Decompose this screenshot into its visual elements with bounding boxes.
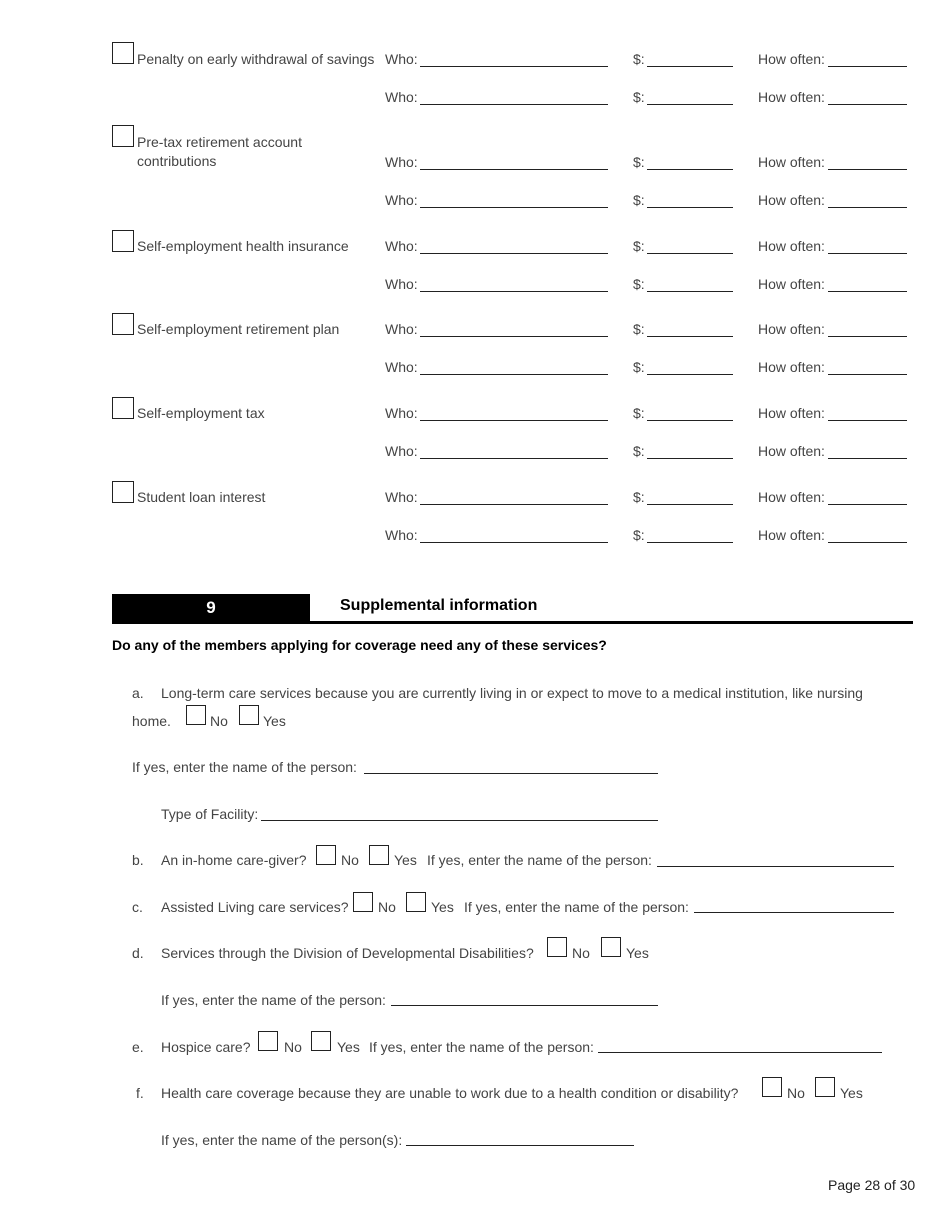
amount-label: $: bbox=[633, 276, 645, 292]
item-b-text: An in-home care-giver? bbox=[161, 852, 307, 868]
who-field[interactable] bbox=[420, 104, 608, 105]
frequency-label: How often: bbox=[758, 405, 825, 421]
frequency-field[interactable] bbox=[828, 374, 907, 375]
who-field[interactable] bbox=[420, 542, 608, 543]
item-e-letter: e. bbox=[132, 1039, 144, 1055]
who-label: Who: bbox=[385, 238, 418, 254]
deduction-checkbox[interactable] bbox=[112, 230, 134, 252]
item-e-no-label: No bbox=[284, 1039, 302, 1055]
item-a-name-field[interactable] bbox=[364, 773, 658, 774]
who-label: Who: bbox=[385, 321, 418, 337]
deduction-checkbox[interactable] bbox=[112, 42, 134, 64]
amount-field[interactable] bbox=[647, 420, 733, 421]
item-f-name-label: If yes, enter the name of the person(s): bbox=[161, 1132, 403, 1148]
amount-field[interactable] bbox=[647, 104, 733, 105]
who-field[interactable] bbox=[420, 504, 608, 505]
frequency-field[interactable] bbox=[828, 291, 907, 292]
amount-field[interactable] bbox=[647, 207, 733, 208]
item-a-text-cont: home. bbox=[132, 713, 171, 729]
frequency-field[interactable] bbox=[828, 504, 907, 505]
item-a-no-checkbox[interactable] bbox=[186, 705, 206, 725]
amount-label: $: bbox=[633, 527, 645, 543]
amount-field[interactable] bbox=[647, 169, 733, 170]
who-label: Who: bbox=[385, 489, 418, 505]
frequency-label: How often: bbox=[758, 443, 825, 459]
item-f-yes-label: Yes bbox=[840, 1085, 863, 1101]
item-f-no-label: No bbox=[787, 1085, 805, 1101]
frequency-field[interactable] bbox=[828, 104, 907, 105]
who-field[interactable] bbox=[420, 207, 608, 208]
frequency-field[interactable] bbox=[828, 169, 907, 170]
amount-label: $: bbox=[633, 321, 645, 337]
deduction-checkbox[interactable] bbox=[112, 125, 134, 147]
frequency-label: How often: bbox=[758, 89, 825, 105]
item-b-no-label: No bbox=[341, 852, 359, 868]
amount-label: $: bbox=[633, 51, 645, 67]
frequency-field[interactable] bbox=[828, 336, 907, 337]
who-field[interactable] bbox=[420, 374, 608, 375]
item-f-text: Health care coverage because they are unable to work due to a health condition or disability? bbox=[161, 1085, 739, 1101]
who-label: Who: bbox=[385, 89, 418, 105]
section-number: 9 bbox=[112, 594, 310, 622]
who-label: Who: bbox=[385, 276, 418, 292]
item-b-letter: b. bbox=[132, 852, 144, 868]
deduction-checkbox[interactable] bbox=[112, 313, 134, 335]
deduction-checkbox[interactable] bbox=[112, 397, 134, 419]
frequency-field[interactable] bbox=[828, 207, 907, 208]
who-label: Who: bbox=[385, 527, 418, 543]
page-number: Page 28 of 30 bbox=[828, 1177, 916, 1193]
who-field[interactable] bbox=[420, 169, 608, 170]
item-c-text: Assisted Living care services? bbox=[161, 899, 349, 915]
frequency-label: How often: bbox=[758, 527, 825, 543]
amount-label: $: bbox=[633, 192, 645, 208]
who-label: Who: bbox=[385, 154, 418, 170]
deduction-label: Self-employment retirement plan bbox=[137, 321, 340, 337]
frequency-field[interactable] bbox=[828, 253, 907, 254]
item-c-no-checkbox[interactable] bbox=[353, 892, 373, 912]
deduction-label: Penalty on early withdrawal of savings bbox=[137, 51, 375, 67]
who-field[interactable] bbox=[420, 420, 608, 421]
section-title: Supplemental information bbox=[340, 597, 538, 614]
deduction-label: Self-employment tax bbox=[137, 405, 265, 421]
item-a-facility-label: Type of Facility: bbox=[161, 806, 259, 822]
item-b-yes-checkbox[interactable] bbox=[369, 845, 389, 865]
who-field[interactable] bbox=[420, 253, 608, 254]
item-d-name-field[interactable] bbox=[391, 1005, 658, 1006]
frequency-field[interactable] bbox=[828, 542, 907, 543]
amount-field[interactable] bbox=[647, 336, 733, 337]
amount-field[interactable] bbox=[647, 291, 733, 292]
amount-field[interactable] bbox=[647, 374, 733, 375]
item-a-letter: a. bbox=[132, 685, 144, 701]
item-e-name-field[interactable] bbox=[598, 1052, 882, 1053]
amount-field[interactable] bbox=[647, 458, 733, 459]
frequency-label: How often: bbox=[758, 489, 825, 505]
who-label: Who: bbox=[385, 192, 418, 208]
item-d-letter: d. bbox=[132, 945, 144, 961]
item-b-name-field[interactable] bbox=[657, 866, 894, 867]
item-a-no-label: No bbox=[210, 713, 228, 729]
amount-label: $: bbox=[633, 238, 645, 254]
item-d-text: Services through the Division of Developmental Disabilities? bbox=[161, 945, 534, 961]
who-label: Who: bbox=[385, 51, 418, 67]
amount-label: $: bbox=[633, 359, 645, 375]
item-b-name-label: If yes, enter the name of the person: bbox=[427, 852, 652, 868]
item-e-text: Hospice care? bbox=[161, 1039, 251, 1055]
item-c-letter: c. bbox=[132, 899, 143, 915]
deduction-label: Pre-tax retirement account bbox=[137, 134, 302, 150]
item-c-yes-checkbox[interactable] bbox=[406, 892, 426, 912]
frequency-label: How often: bbox=[758, 359, 825, 375]
amount-label: $: bbox=[633, 154, 645, 170]
frequency-label: How often: bbox=[758, 321, 825, 337]
item-d-yes-checkbox[interactable] bbox=[601, 937, 621, 957]
item-a-yes-checkbox[interactable] bbox=[239, 705, 259, 725]
item-a-name-label: If yes, enter the name of the person: bbox=[132, 759, 357, 775]
who-field[interactable] bbox=[420, 66, 608, 67]
frequency-label: How often: bbox=[758, 154, 825, 170]
item-d-no-label: No bbox=[572, 945, 590, 961]
services-question: Do any of the members applying for coverage need any of these services? bbox=[112, 637, 607, 653]
deduction-label: contributions bbox=[137, 153, 217, 169]
who-label: Who: bbox=[385, 405, 418, 421]
who-field[interactable] bbox=[420, 458, 608, 459]
who-field[interactable] bbox=[420, 291, 608, 292]
frequency-field[interactable] bbox=[828, 420, 907, 421]
item-f-letter: f. bbox=[136, 1085, 144, 1101]
item-a-facility-field[interactable] bbox=[261, 820, 658, 821]
item-e-no-checkbox[interactable] bbox=[258, 1031, 278, 1051]
item-c-name-label: If yes, enter the name of the person: bbox=[464, 899, 689, 915]
item-c-yes-label: Yes bbox=[431, 899, 454, 915]
item-a-yes-label: Yes bbox=[263, 713, 286, 729]
who-label: Who: bbox=[385, 443, 418, 459]
item-f-name-field[interactable] bbox=[406, 1145, 634, 1146]
deduction-label: Self-employment health insurance bbox=[137, 238, 349, 254]
item-f-no-checkbox[interactable] bbox=[762, 1077, 782, 1097]
amount-label: $: bbox=[633, 443, 645, 459]
item-e-yes-checkbox[interactable] bbox=[311, 1031, 331, 1051]
amount-field[interactable] bbox=[647, 253, 733, 254]
frequency-field[interactable] bbox=[828, 66, 907, 67]
deduction-label: Student loan interest bbox=[137, 489, 266, 505]
item-e-name-label: If yes, enter the name of the person: bbox=[369, 1039, 594, 1055]
item-d-name-label: If yes, enter the name of the person: bbox=[161, 992, 386, 1008]
item-a-text: Long-term care services because you are currently living in or expect to move to a medical institution, like nursing bbox=[161, 685, 863, 701]
section-divider bbox=[112, 621, 913, 624]
amount-field[interactable] bbox=[647, 542, 733, 543]
item-b-yes-label: Yes bbox=[394, 852, 417, 868]
amount-label: $: bbox=[633, 489, 645, 505]
who-field[interactable] bbox=[420, 336, 608, 337]
frequency-label: How often: bbox=[758, 51, 825, 67]
item-d-no-checkbox[interactable] bbox=[547, 937, 567, 957]
frequency-label: How often: bbox=[758, 192, 825, 208]
amount-field[interactable] bbox=[647, 504, 733, 505]
item-d-yes-label: Yes bbox=[626, 945, 649, 961]
frequency-label: How often: bbox=[758, 276, 825, 292]
deduction-checkbox[interactable] bbox=[112, 481, 134, 503]
item-f-yes-checkbox[interactable] bbox=[815, 1077, 835, 1097]
who-label: Who: bbox=[385, 359, 418, 375]
frequency-label: How often: bbox=[758, 238, 825, 254]
amount-field[interactable] bbox=[647, 66, 733, 67]
item-b-no-checkbox[interactable] bbox=[316, 845, 336, 865]
item-c-no-label: No bbox=[378, 899, 396, 915]
item-e-yes-label: Yes bbox=[337, 1039, 360, 1055]
item-c-name-field[interactable] bbox=[694, 912, 894, 913]
amount-label: $: bbox=[633, 405, 645, 421]
amount-label: $: bbox=[633, 89, 645, 105]
frequency-field[interactable] bbox=[828, 458, 907, 459]
